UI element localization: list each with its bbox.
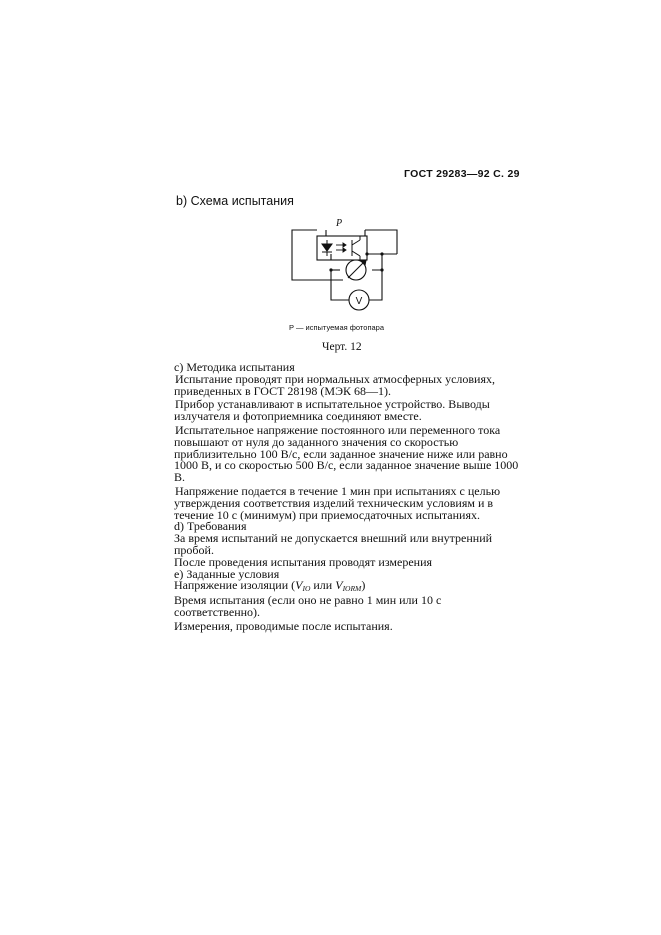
junction-dots bbox=[329, 252, 383, 271]
circuit-wire-meter bbox=[331, 270, 349, 300]
paragraph-conditions: Испытание проводят при нормальных атмосферных условиях, приведенных в ГОСТ 28198 (МЭК 68—1). bbox=[174, 371, 495, 398]
section-b-heading: b) Схема испытания bbox=[176, 194, 294, 208]
paragraph-test-voltage: Испытательное напряжение постоянного или переменного тока повышают от нуля до заданного значения со скоростью приблизительно 100 В/с, если заданное значение ниже или равно 1000 В, и со скоростью 500 В/с, если заданное значение выше 1000 В. bbox=[174, 422, 519, 485]
paragraph-post-measurements: Измерения, проводимые после испытания. bbox=[174, 618, 393, 633]
paragraph-duration: Напряжение подается в течение 1 мин при испытаниях с целью утверждения соответствия изделий техническим условиям и в течение 10 с (минимум) при приемосдаточных испытаниях. bbox=[174, 483, 501, 522]
circuit-wire-right bbox=[365, 230, 397, 254]
figure-caption: P — испытуемая фотопара bbox=[289, 323, 385, 332]
body-text bbox=[174, 362, 528, 633]
isolation-voltage-prefix: Напряжение изоляции ( bbox=[174, 578, 296, 593]
page-header: ГОСТ 29283—92 С. 29 bbox=[404, 168, 520, 180]
component-label: P bbox=[335, 218, 343, 229]
paragraph-measurements: После проведения испытания проводят измерения bbox=[174, 554, 433, 569]
led-icon bbox=[322, 240, 332, 256]
light-arrows-icon bbox=[336, 243, 346, 252]
symbol-v-io: V bbox=[295, 578, 303, 593]
circuit-wire-source bbox=[372, 254, 382, 270]
phototransistor-icon bbox=[352, 236, 360, 260]
symbol-v-iorm: V bbox=[335, 578, 343, 593]
circuit-wire-meter bbox=[369, 270, 382, 300]
paragraph-test-time: Время испытания (если оно не равно 1 мин или 10 с соответственно). bbox=[174, 593, 442, 619]
isolation-voltage-suffix: ) bbox=[361, 578, 366, 593]
subscript-io: IO bbox=[302, 584, 311, 594]
isolation-voltage-or: или bbox=[310, 578, 336, 593]
section-d-heading: d) Требования bbox=[174, 519, 247, 534]
test-circuit-diagram bbox=[286, 216, 406, 318]
section-e-heading: е) Заданные условия bbox=[174, 566, 280, 581]
section-c-heading: с) Методика испытания bbox=[174, 360, 295, 374]
paragraph-device-setup: Прибор устанавливают в испытательное устройство. Выводы излучателя и фотоприемника соединяют вместе. bbox=[174, 397, 490, 424]
subscript-iorm: IORM bbox=[342, 584, 362, 594]
paragraph-requirements: За время испытаний не допускается внешний или внутренний пробой. bbox=[174, 531, 493, 557]
voltmeter-label: V bbox=[355, 296, 363, 307]
figure-label: Черт. 12 bbox=[322, 341, 362, 353]
adjustable-source-icon bbox=[346, 260, 366, 280]
